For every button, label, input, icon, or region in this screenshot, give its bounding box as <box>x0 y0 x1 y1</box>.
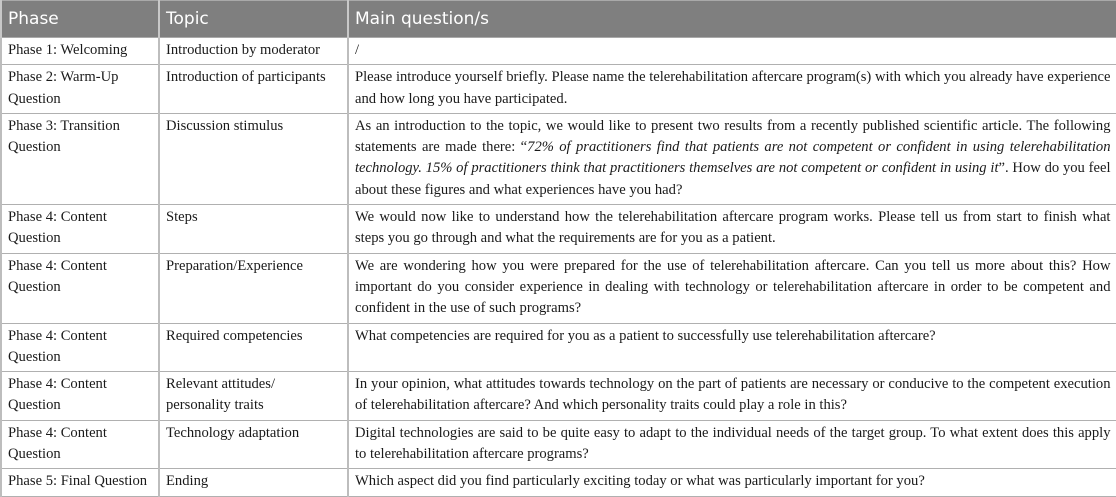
header-main-question: Main question/s <box>348 1 1116 38</box>
question-cell: We are wondering how you were prepared for the use of telerehabilitation aftercare. Can you tell us more about this? How important do you consider experience in dealing with technology or telerehabilitation aftercare in order to be competent and confident in the use of such programs? <box>348 253 1116 323</box>
header-topic: Topic <box>159 1 348 38</box>
question-cell: In your opinion, what attitudes towards technology on the part of patients are necessary or conducive to the competent execution of telerehabilitation aftercare? And which personality traits could play a role in this? <box>348 372 1116 421</box>
question-cell: / <box>348 38 1116 65</box>
phase-cell: Phase 4: Content Question <box>1 205 159 254</box>
table-row <box>1 113 1116 204</box>
table-row <box>1 372 1116 421</box>
question-cell: Digital technologies are said to be quite easy to adapt to the individual needs of the target group. To what extent does this apply to telerehabilitation aftercare programs? <box>348 420 1116 469</box>
phase-cell: Phase 1: Welcoming <box>1 38 159 65</box>
table-row <box>1 205 1116 254</box>
topic-cell: Introduction of participants <box>159 65 348 114</box>
topic-cell: Preparation/Experience <box>159 253 348 323</box>
table-header-row <box>1 1 1116 38</box>
topic-cell: Required competencies <box>159 323 348 372</box>
phase-cell: Phase 5: Final Question <box>1 469 159 496</box>
topic-cell: Technology adaptation <box>159 420 348 469</box>
question-text: As an introduction to the topic, we would like to present two results from a recently published scientific article. The following statements are made there: “ <box>355 117 1111 156</box>
question-cell: We would now like to understand how the telerehabilitation aftercare program works. Please tell us from start to finish what steps you go through and what the requirements are for you as a patient. <box>348 205 1116 254</box>
phase-cell: Phase 4: Content Question <box>1 372 159 421</box>
table-row <box>1 323 1116 372</box>
quoted-statement: 72% of practitioners find that patients are not competent or confident in using telerehabilitation technology. 15% of practitioners think that practitioners themselves are not competent or confident in using it <box>355 139 1111 177</box>
topic-cell: Steps <box>159 205 348 254</box>
question-cell: What competencies are required for you as a patient to successfully use telerehabilitation aftercare? <box>348 323 1116 372</box>
topic-cell: Discussion stimulus <box>159 113 348 204</box>
table-row <box>1 65 1116 114</box>
phase-cell: Phase 4: Content Question <box>1 253 159 323</box>
phase-cell: Phase 2: Warm-Up Question <box>1 65 159 114</box>
header-phase: Phase <box>1 1 159 38</box>
question-cell: Please introduce yourself briefly. Please name the telerehabilitation aftercare program(s) with which you already have experience and how long you have participated. <box>348 65 1116 114</box>
question-cell <box>348 113 1116 204</box>
table-row <box>1 38 1116 65</box>
topic-cell: Introduction by moderator <box>159 38 348 65</box>
question-cell: Which aspect did you find particularly exciting today or what was particularly important for you? <box>348 469 1116 496</box>
phase-cell: Phase 4: Content Question <box>1 420 159 469</box>
question-text: ”. How do you feel about these figures and what experiences have you had? <box>355 160 1111 198</box>
topic-cell: Ending <box>159 469 348 496</box>
topic-cell: Relevant attitudes/ personality traits <box>159 372 348 421</box>
phase-cell: Phase 3: Transition Question <box>1 113 159 204</box>
table-row <box>1 420 1116 469</box>
phase-cell: Phase 4: Content Question <box>1 323 159 372</box>
table-row <box>1 253 1116 323</box>
table-row <box>1 469 1116 496</box>
